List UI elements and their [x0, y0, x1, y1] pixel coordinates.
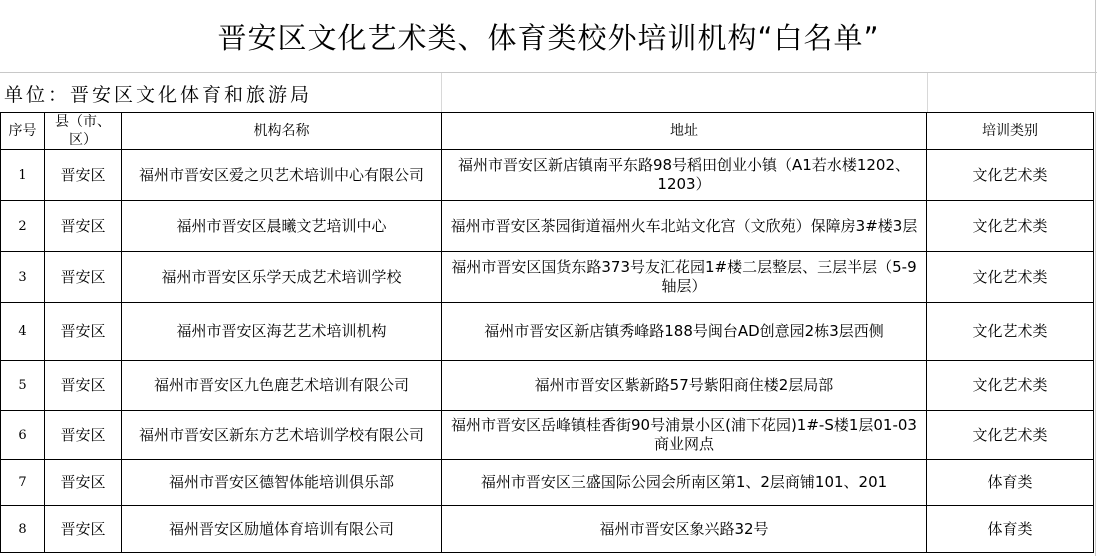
unit-row [0, 72, 1097, 113]
cell-seq: 3 [1, 252, 45, 303]
cell-address: 福州市晋安区紫新路57号紫阳商住楼2层局部 [442, 361, 927, 411]
table-row [1, 361, 1094, 411]
sheet-edge [1095, 0, 1096, 556]
header-row [1, 113, 1094, 150]
cell-address: 福州市晋安区国货东路373号友汇花园1#楼二层整层、三层半层（5-9轴层） [442, 252, 927, 303]
header-type: 培训类别 [927, 113, 1094, 150]
header-name: 机构名称 [122, 113, 442, 150]
table-row [1, 411, 1094, 460]
institution-table [0, 112, 1094, 553]
cell-seq: 2 [1, 201, 45, 252]
cell-seq: 4 [1, 303, 45, 361]
unit-label: 单位：晋安区文化体育和旅游局 [4, 84, 313, 106]
cell-address: 福州市晋安区新店镇秀峰路188号闽台AD创意园2栋3层西侧 [442, 303, 927, 361]
cell-seq: 1 [1, 150, 45, 201]
table-row [1, 150, 1094, 201]
cell-name: 福州市晋安区乐学天成艺术培训学校 [122, 252, 442, 303]
header-county: 县（市、区） [45, 113, 122, 150]
cell-seq: 6 [1, 411, 45, 460]
cell-county: 晋安区 [45, 303, 122, 361]
table-row [1, 201, 1094, 252]
cell-type: 体育类 [927, 506, 1094, 553]
cell-name: 福州市晋安区新东方艺术培训学校有限公司 [122, 411, 442, 460]
cell-address: 福州市晋安区三盛国际公园会所南区第1、2层商铺101、201 [442, 460, 927, 506]
cell-type: 文化艺术类 [927, 361, 1094, 411]
cell-name: 福州市晋安区爱之贝艺术培训中心有限公司 [122, 150, 442, 201]
cell-county: 晋安区 [45, 460, 122, 506]
table-row [1, 252, 1094, 303]
cell-name: 福州市晋安区海艺艺术培训机构 [122, 303, 442, 361]
table-row [1, 303, 1094, 361]
cell-seq: 7 [1, 460, 45, 506]
grid-line [927, 73, 928, 113]
cell-address: 福州市晋安区岳峰镇桂香街90号浦景小区(浦下花园)1#-S楼1层01-03商业网点 [442, 411, 927, 460]
cell-address: 福州市晋安区象兴路32号 [442, 506, 927, 553]
cell-type: 文化艺术类 [927, 303, 1094, 361]
grid-line [441, 73, 442, 113]
cell-name: 福州市晋安区德智体能培训俱乐部 [122, 460, 442, 506]
cell-address: 福州市晋安区茶园街道福州火车北站文化宫（文欣苑）保障房3#楼3层 [442, 201, 927, 252]
table-row [1, 460, 1094, 506]
cell-county: 晋安区 [45, 252, 122, 303]
cell-type: 文化艺术类 [927, 411, 1094, 460]
cell-name: 福州晋安区励馗体育培训有限公司 [122, 506, 442, 553]
cell-type: 文化艺术类 [927, 150, 1094, 201]
cell-type: 文化艺术类 [927, 252, 1094, 303]
document-title: 晋安区文化艺术类、体育类校外培训机构“白名单” [217, 20, 880, 55]
cell-type: 文化艺术类 [927, 201, 1094, 252]
cell-county: 晋安区 [45, 150, 122, 201]
cell-county: 晋安区 [45, 411, 122, 460]
cell-county: 晋安区 [45, 201, 122, 252]
cell-county: 晋安区 [45, 506, 122, 553]
table-row [1, 506, 1094, 553]
cell-address: 福州市晋安区新店镇南平东路98号稻田创业小镇（A1若水楼1202、1203） [442, 150, 927, 201]
cell-type: 体育类 [927, 460, 1094, 506]
header-address: 地址 [442, 113, 927, 150]
cell-name: 福州市晋安区九色鹿艺术培训有限公司 [122, 361, 442, 411]
header-seq: 序号 [1, 113, 45, 150]
cell-seq: 8 [1, 506, 45, 553]
cell-seq: 5 [1, 361, 45, 411]
cell-name: 福州市晋安区晨曦文艺培训中心 [122, 201, 442, 252]
cell-county: 晋安区 [45, 361, 122, 411]
